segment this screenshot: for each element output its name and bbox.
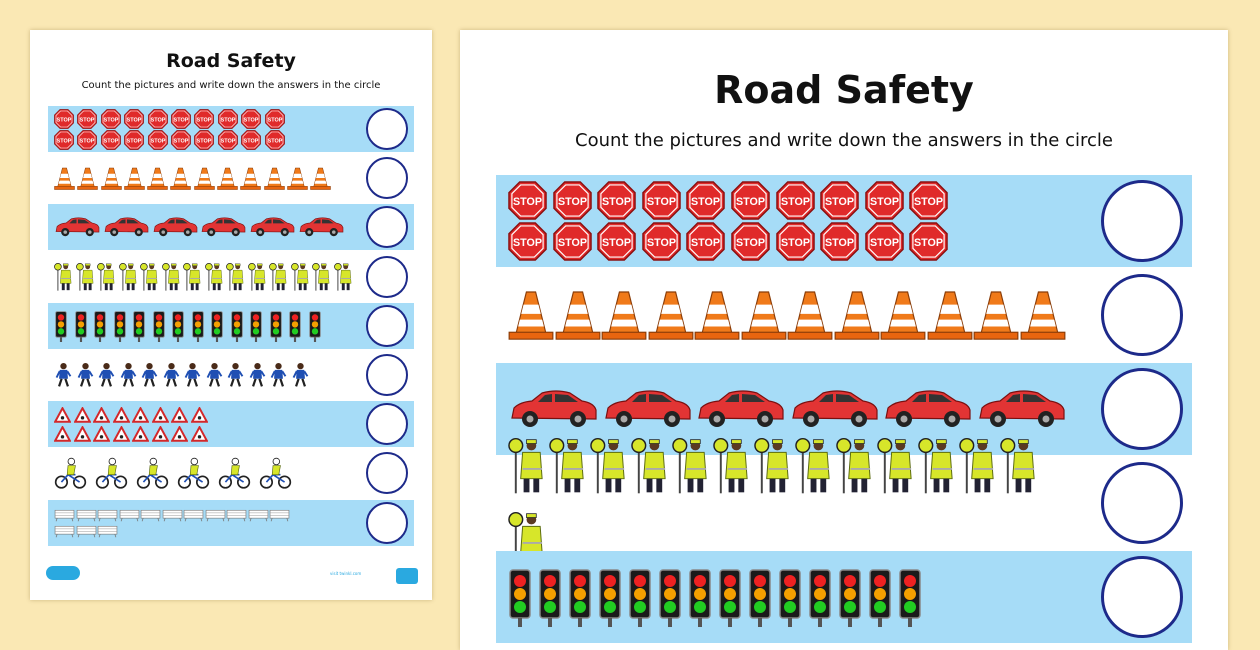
traffic-cone-icon <box>77 164 98 193</box>
warning-sign-icon <box>171 426 188 442</box>
svg-text:STOP: STOP <box>56 116 72 123</box>
svg-text:STOP: STOP <box>646 236 676 249</box>
walking-child-icon <box>183 357 202 393</box>
picture-group <box>54 204 354 250</box>
stop-sign-icon <box>124 130 144 150</box>
answer-circle[interactable] <box>366 452 408 494</box>
crossing-guard-icon <box>334 257 354 297</box>
answer-circle[interactable] <box>366 157 408 199</box>
stop-sign-icon <box>731 181 770 220</box>
stop-sign-icon <box>776 222 815 261</box>
traffic-cone-icon <box>880 289 926 341</box>
cyclist-icon <box>177 456 210 490</box>
road-barrier-icon <box>97 524 118 538</box>
counting-row-red-car <box>48 204 414 250</box>
svg-text:STOP: STOP <box>513 236 542 249</box>
stop-sign-icon <box>77 130 97 150</box>
traffic-light-icon <box>808 563 832 631</box>
crossing-guard-icon <box>918 430 957 502</box>
picture-group <box>508 175 968 267</box>
picture-group <box>54 155 354 201</box>
worksheet-enlarged <box>460 30 1228 650</box>
cyclist-icon <box>259 456 292 490</box>
svg-text:STOP: STOP <box>267 137 282 144</box>
crossing-guard-icon <box>1000 430 1039 502</box>
answer-circle[interactable] <box>366 354 408 396</box>
crossing-guard-icon <box>291 257 311 297</box>
svg-text:STOP: STOP <box>646 195 676 208</box>
traffic-cone-icon <box>124 164 145 193</box>
counting-row-warning-sign <box>48 401 414 447</box>
stop-sign-icon <box>909 222 948 261</box>
answer-circle[interactable] <box>1101 180 1183 262</box>
stop-sign-icon <box>865 181 904 220</box>
stop-sign-icon <box>54 109 74 129</box>
answer-circle[interactable] <box>366 256 408 298</box>
stop-sign-icon <box>241 109 261 129</box>
cyclist-icon <box>95 456 128 490</box>
road-barrier-icon <box>54 508 75 522</box>
answer-circle[interactable] <box>366 206 408 248</box>
worksheet-instruction: Count the pictures and write down the answers in the circle <box>81 80 381 91</box>
traffic-light-icon <box>718 563 742 631</box>
walking-child-icon <box>119 357 138 393</box>
picture-group <box>54 500 304 546</box>
svg-text:STOP: STOP <box>243 137 259 144</box>
traffic-cone-icon <box>217 164 238 193</box>
walking-child-icon <box>269 357 288 393</box>
stop-sign-icon <box>77 109 97 129</box>
crossing-guard-icon <box>672 430 711 502</box>
svg-text:STOP: STOP <box>691 195 721 208</box>
cyclist-icon <box>136 456 169 490</box>
stop-sign-icon <box>148 130 168 150</box>
footer-url: visit twinkl.com <box>330 571 362 576</box>
traffic-light-icon <box>210 310 224 342</box>
counting-row-traffic-light <box>496 551 1192 643</box>
svg-text:STOP: STOP <box>869 236 899 249</box>
stop-sign-icon <box>265 109 285 129</box>
warning-sign-icon <box>74 426 91 442</box>
traffic-cone-icon <box>147 164 168 193</box>
crossing-guard-icon <box>205 257 225 297</box>
picture-group <box>54 352 354 398</box>
traffic-cone-icon <box>287 164 308 193</box>
walking-child-icon <box>54 357 73 393</box>
answer-circle[interactable] <box>1101 274 1183 356</box>
road-barrier-icon <box>205 508 226 522</box>
traffic-cone-icon <box>508 289 554 341</box>
traffic-light-icon <box>269 310 283 342</box>
traffic-light-icon <box>171 310 185 342</box>
walking-child-icon <box>205 357 224 393</box>
worksheet-title: Road Safety <box>714 68 974 112</box>
crossing-guard-icon <box>183 257 203 297</box>
answer-circle[interactable] <box>1101 462 1183 544</box>
red-car-icon <box>103 216 149 238</box>
red-car-icon <box>54 216 100 238</box>
traffic-cone-icon <box>601 289 647 341</box>
svg-text:STOP: STOP <box>557 236 587 249</box>
crossing-guard-icon <box>248 257 268 297</box>
svg-text:STOP: STOP <box>103 137 119 144</box>
warning-sign-icon <box>191 407 208 423</box>
stop-sign-icon <box>241 130 261 150</box>
traffic-light-icon <box>152 310 166 342</box>
picture-group <box>54 401 224 447</box>
red-car-icon <box>976 388 1066 430</box>
crossing-guard-icon <box>76 257 96 297</box>
crossing-guard-icon <box>836 430 875 502</box>
picture-group <box>54 254 354 300</box>
svg-text:STOP: STOP <box>735 195 765 208</box>
crossing-guard-icon <box>119 257 139 297</box>
walking-child-icon <box>226 357 245 393</box>
warning-sign-icon <box>54 407 71 423</box>
svg-text:STOP: STOP <box>150 116 166 123</box>
warning-sign-icon <box>152 407 169 423</box>
red-car-icon <box>695 388 785 430</box>
svg-text:STOP: STOP <box>602 236 632 249</box>
counting-row-crossing-guard <box>48 254 414 300</box>
traffic-cone-icon <box>927 289 973 341</box>
walking-child-icon <box>76 357 95 393</box>
traffic-light-icon <box>308 310 322 342</box>
crossing-guard-icon <box>713 430 752 502</box>
counting-row-stop-sign <box>48 106 414 152</box>
stop-sign-icon <box>865 222 904 261</box>
red-car-icon <box>882 388 972 430</box>
warning-sign-icon <box>74 407 91 423</box>
svg-text:STOP: STOP <box>79 116 95 123</box>
cyclist-icon <box>218 456 251 490</box>
crossing-guard-icon <box>312 257 332 297</box>
traffic-light-icon <box>132 310 146 342</box>
cyclist-icon <box>54 456 87 490</box>
crossing-guard-icon <box>795 430 834 502</box>
picture-group <box>508 269 1068 361</box>
warning-sign-icon <box>93 426 110 442</box>
warning-sign-icon <box>152 426 169 442</box>
crossing-guard-icon <box>508 430 547 502</box>
counting-row-road-barrier <box>48 500 414 546</box>
road-barrier-icon <box>140 508 161 522</box>
road-barrier-icon <box>76 524 97 538</box>
traffic-cone-icon <box>264 164 285 193</box>
red-car-icon <box>602 388 692 430</box>
traffic-light-icon <box>74 310 88 342</box>
stop-sign-icon <box>553 181 592 220</box>
road-barrier-icon <box>54 524 75 538</box>
counting-row-crossing-guard <box>496 457 1192 549</box>
svg-text:STOP: STOP <box>780 236 810 249</box>
warning-sign-icon <box>93 407 110 423</box>
stop-sign-icon <box>597 222 636 261</box>
crossing-guard-icon <box>959 430 998 502</box>
stop-sign-icon <box>508 222 547 261</box>
svg-text:STOP: STOP <box>780 195 810 208</box>
road-barrier-icon <box>119 508 140 522</box>
svg-text:STOP: STOP <box>602 195 632 208</box>
traffic-light-icon <box>898 563 922 631</box>
traffic-light-icon <box>230 310 244 342</box>
stop-sign-icon <box>194 109 214 129</box>
svg-text:STOP: STOP <box>267 116 282 123</box>
counting-row-stop-sign <box>496 175 1192 267</box>
crossing-guard-icon <box>754 430 793 502</box>
traffic-cone-icon <box>54 164 75 193</box>
traffic-light-icon <box>93 310 107 342</box>
svg-text:STOP: STOP <box>173 116 189 123</box>
stop-sign-icon <box>553 222 592 261</box>
traffic-cone-icon <box>694 289 740 341</box>
stop-sign-icon <box>101 109 121 129</box>
road-barrier-icon <box>162 508 183 522</box>
traffic-cone-icon <box>310 164 331 193</box>
crossing-guard-icon <box>549 430 588 502</box>
answer-circle[interactable] <box>1101 556 1183 638</box>
svg-text:STOP: STOP <box>126 137 142 144</box>
traffic-light-icon <box>868 563 892 631</box>
traffic-light-icon <box>508 563 532 631</box>
traffic-light-icon <box>838 563 862 631</box>
svg-text:STOP: STOP <box>557 195 587 208</box>
stop-sign-icon <box>171 109 191 129</box>
stop-sign-icon <box>101 130 121 150</box>
crossing-guard-icon <box>140 257 160 297</box>
stop-sign-icon <box>54 130 74 150</box>
traffic-cone-icon <box>194 164 215 193</box>
svg-text:STOP: STOP <box>243 116 259 123</box>
traffic-light-icon <box>538 563 562 631</box>
svg-text:STOP: STOP <box>150 137 166 144</box>
picture-group <box>54 303 354 349</box>
svg-text:STOP: STOP <box>220 116 236 123</box>
red-car-icon <box>200 216 246 238</box>
warning-sign-icon <box>113 426 130 442</box>
traffic-light-icon <box>628 563 652 631</box>
svg-text:STOP: STOP <box>914 236 944 249</box>
answer-circle[interactable] <box>366 108 408 150</box>
traffic-cone-icon <box>834 289 880 341</box>
picture-group <box>508 457 1068 549</box>
picture-group <box>54 106 294 152</box>
picture-group <box>54 450 354 496</box>
walking-child-icon <box>140 357 159 393</box>
svg-text:STOP: STOP <box>825 236 855 249</box>
crossing-guard-icon <box>226 257 246 297</box>
traffic-light-icon <box>688 563 712 631</box>
counting-row-traffic-light <box>48 303 414 349</box>
traffic-light-icon <box>778 563 802 631</box>
stop-sign-icon <box>218 130 238 150</box>
stop-sign-icon <box>171 130 191 150</box>
crossing-guard-icon <box>97 257 117 297</box>
traffic-light-icon <box>249 310 263 342</box>
road-barrier-icon <box>183 508 204 522</box>
stop-sign-icon <box>148 109 168 129</box>
traffic-light-icon <box>54 310 68 342</box>
twinkl-logo-icon <box>46 566 80 580</box>
crossing-guard-icon <box>269 257 289 297</box>
traffic-light-icon <box>658 563 682 631</box>
worksheet-thumbnail <box>30 30 432 600</box>
crossing-guard-icon <box>877 430 916 502</box>
stop-sign-icon <box>776 181 815 220</box>
svg-text:STOP: STOP <box>196 137 212 144</box>
svg-text:STOP: STOP <box>173 137 189 144</box>
counting-row-traffic-cone <box>496 269 1192 361</box>
traffic-cone-icon <box>170 164 191 193</box>
stop-sign-icon <box>642 181 681 220</box>
traffic-light-icon <box>288 310 302 342</box>
traffic-cone-icon <box>1020 289 1066 341</box>
stop-sign-icon <box>686 181 725 220</box>
answer-circle[interactable] <box>366 502 408 544</box>
stop-sign-icon <box>909 181 948 220</box>
svg-text:STOP: STOP <box>56 137 72 144</box>
road-barrier-icon <box>76 508 97 522</box>
traffic-cone-icon <box>741 289 787 341</box>
counting-row-walking-child <box>48 352 414 398</box>
svg-text:STOP: STOP <box>79 137 95 144</box>
svg-text:STOP: STOP <box>825 195 855 208</box>
stop-sign-icon <box>265 130 285 150</box>
stop-sign-icon <box>218 109 238 129</box>
walking-child-icon <box>97 357 116 393</box>
svg-text:STOP: STOP <box>126 116 142 123</box>
red-car-icon <box>789 388 879 430</box>
red-car-icon <box>152 216 198 238</box>
traffic-light-icon <box>598 563 622 631</box>
traffic-cone-icon <box>101 164 122 193</box>
counting-row-traffic-cone <box>48 155 414 201</box>
traffic-cone-icon <box>787 289 833 341</box>
counting-row-cyclist <box>48 450 414 496</box>
traffic-cone-icon <box>648 289 694 341</box>
red-car-icon <box>298 216 344 238</box>
road-barrier-icon <box>248 508 269 522</box>
traffic-cone-icon <box>240 164 261 193</box>
worksheet-title: Road Safety <box>166 50 296 72</box>
svg-text:STOP: STOP <box>196 116 212 123</box>
svg-text:STOP: STOP <box>513 195 542 208</box>
answer-circle[interactable] <box>366 305 408 347</box>
walking-child-icon <box>291 357 310 393</box>
crossing-guard-icon <box>590 430 629 502</box>
svg-text:STOP: STOP <box>103 116 119 123</box>
svg-text:STOP: STOP <box>691 236 721 249</box>
walking-child-icon <box>162 357 181 393</box>
traffic-light-icon <box>568 563 592 631</box>
traffic-light-icon <box>113 310 127 342</box>
traffic-cone-icon <box>973 289 1019 341</box>
stop-sign-icon <box>820 222 859 261</box>
road-barrier-icon <box>269 508 290 522</box>
walking-child-icon <box>248 357 267 393</box>
traffic-cone-icon <box>555 289 601 341</box>
crossing-guard-icon <box>631 430 670 502</box>
svg-text:STOP: STOP <box>914 195 944 208</box>
crossing-guard-icon <box>162 257 182 297</box>
quality-badge-icon <box>396 568 418 584</box>
crossing-guard-icon <box>54 257 74 297</box>
warning-sign-icon <box>191 426 208 442</box>
answer-circle[interactable] <box>366 403 408 445</box>
svg-text:STOP: STOP <box>220 137 236 144</box>
red-car-icon <box>508 388 598 430</box>
stop-sign-icon <box>597 181 636 220</box>
stop-sign-icon <box>124 109 144 129</box>
stop-sign-icon <box>686 222 725 261</box>
stop-sign-icon <box>194 130 214 150</box>
stop-sign-icon <box>642 222 681 261</box>
warning-sign-icon <box>54 426 71 442</box>
answer-circle[interactable] <box>1101 368 1183 450</box>
road-barrier-icon <box>226 508 247 522</box>
warning-sign-icon <box>113 407 130 423</box>
warning-sign-icon <box>132 407 149 423</box>
worksheet-instruction: Count the pictures and write down the answers in the circle <box>575 130 1113 151</box>
svg-text:STOP: STOP <box>735 236 765 249</box>
picture-group <box>508 551 1068 643</box>
svg-text:STOP: STOP <box>869 195 899 208</box>
stop-sign-icon <box>731 222 770 261</box>
traffic-light-icon <box>191 310 205 342</box>
stop-sign-icon <box>508 181 547 220</box>
warning-sign-icon <box>171 407 188 423</box>
stop-sign-icon <box>820 181 859 220</box>
traffic-light-icon <box>748 563 772 631</box>
warning-sign-icon <box>132 426 149 442</box>
road-barrier-icon <box>97 508 118 522</box>
red-car-icon <box>249 216 295 238</box>
